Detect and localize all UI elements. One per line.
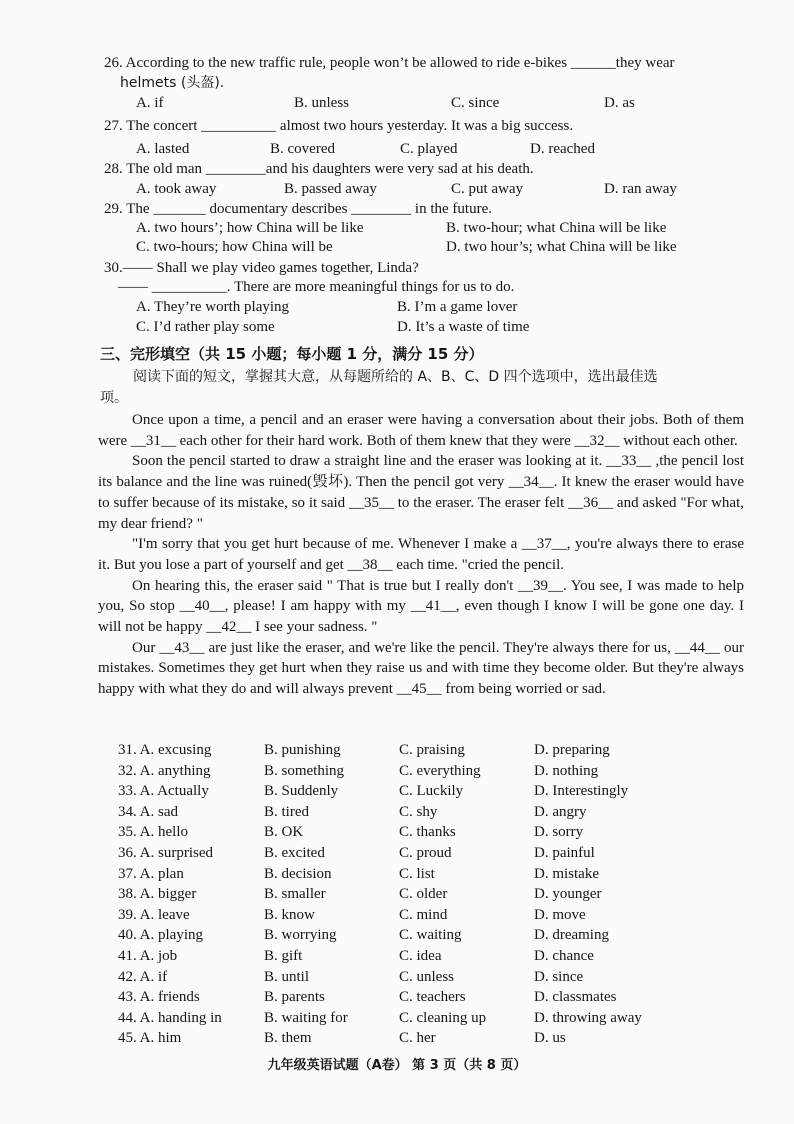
option-row-42-a: 42. A. if	[118, 968, 168, 985]
option-row-33-a: 33. A. Actually	[118, 783, 209, 800]
option-row-42-b: B. until	[264, 968, 310, 985]
option-row-39-c: C. mind	[399, 906, 448, 923]
passage-paragraph-2: Soon the pencil started to draw a straight line and the eraser was looking at it. __33__ ,the pencil lost its balance and the line was ruined(毁坏). Then the pencil got very __34__. It knew the eraser would have to suffer because of its mistake, so it said __35__ to the eraser. The eraser felt __36__ and asked "For what, my dear friend? "	[98, 453, 744, 532]
passage-paragraph-4: On hearing this, the eraser said " That is true but I really don't __39__. You see, I was made to help you, So stop __40__, please! I am happy with my __41__, even though I know I will be gone one day. I will not be happy __42__ I see your sadness. "	[98, 577, 744, 636]
option-row-43-c: C. teachers	[399, 989, 466, 1006]
option-row-41-d: D. chance	[534, 948, 594, 964]
option-row-45-b: B. them	[264, 1030, 312, 1047]
option-row-39-a: 39. A. leave	[118, 906, 190, 923]
option-row-40-d: D. dreaming	[534, 927, 609, 944]
option-row-37-c: C. list	[399, 865, 435, 882]
q29-stem: 29. The _______ documentary describes ________ in the future.	[104, 201, 492, 217]
option-row-42-c: C. unless	[399, 968, 455, 985]
passage-paragraph-1: Once upon a time, a pencil and an eraser were having a conversation about their jobs. Both of them were __31__ each other for their hard work. Both of them knew that they were __32__ without each other.	[98, 412, 744, 449]
option-row-34-d: D. angry	[534, 803, 587, 820]
option-row-37-a: 37. A. plan	[118, 865, 184, 882]
option-row-43-a: 43. A. friends	[118, 989, 200, 1006]
q28-option-a: A. took away	[136, 181, 217, 197]
q27-option-c: C. played	[400, 141, 458, 157]
option-row-31-c: C. praising	[399, 742, 465, 758]
option-row-45-d: D. us	[534, 1030, 566, 1047]
option-row-38-b: B. smaller	[264, 886, 326, 903]
q27-option-d: D. reached	[530, 141, 595, 157]
option-row-33-c: C. Luckily	[399, 783, 464, 800]
option-row-38-c: C. older	[399, 886, 448, 903]
option-row-44-a: 44. A. handing in	[118, 1009, 222, 1026]
option-row-45-c: C. her	[399, 1030, 436, 1047]
section-instruction: 阅读下面的短文，掌握其大意，从每题所给的 A、B、C、D 四个选项中，选出最佳选	[133, 369, 658, 385]
option-row-44-d: D. throwing away	[534, 1009, 642, 1026]
section-heading: 三、完形填空（共 15 小题；每小题 1 分，满分 15 分）	[100, 345, 484, 363]
q30-reply: —— __________. There are more meaningful things for us to do.	[118, 279, 515, 295]
q28-stem: 28. The old man ________and his daughters were very sad at his death.	[104, 161, 534, 177]
option-row-36-b: B. excited	[264, 845, 325, 861]
option-row-36-a: 36. A. surprised	[118, 845, 213, 861]
q27-option-a: A. lasted	[136, 141, 190, 157]
cloze-passage	[98, 410, 744, 700]
q26-option-c: C. since	[451, 95, 500, 111]
option-row-31-b: B. punishing	[264, 742, 341, 758]
q29-option-a: A. two hours’; how China will be like	[136, 220, 364, 236]
option-row-33-d: D. Interestingly	[534, 783, 629, 800]
passage-paragraph-5: Our __43__ are just like the eraser, and we're like the pencil. They're always there for us, __44__ our mistakes. Sometimes they get hurt when they raise us and with time they become older. But they're always happy with what they do and will always prevent __45__ from being worried or sad.	[98, 639, 744, 698]
q30-option-d: D. It’s a waste of time	[397, 319, 530, 335]
q28-option-b: B. passed away	[284, 181, 377, 197]
option-row-32-a: 32. A. anything	[118, 762, 211, 779]
option-row-37-b: B. decision	[264, 865, 332, 882]
option-row-35-b: B. OK	[264, 824, 304, 841]
option-row-38-d: D. younger	[534, 886, 602, 903]
option-row-31-a: 31. A. excusing	[118, 742, 212, 758]
q30-option-c: C. I’d rather play some	[136, 319, 275, 335]
option-row-31-d: D. preparing	[534, 742, 610, 758]
option-row-34-c: C. shy	[399, 803, 438, 820]
option-row-41-a: 41. A. job	[118, 948, 178, 964]
q26-option-d: D. as	[604, 95, 635, 111]
q29-option-b: B. two-hour; what China will be like	[446, 220, 667, 236]
q27-option-b: B. covered	[270, 141, 335, 157]
option-row-32-c: C. everything	[399, 762, 481, 779]
option-row-40-a: 40. A. playing	[118, 927, 203, 944]
option-row-41-c: C. idea	[399, 948, 442, 964]
option-row-40-c: C. waiting	[399, 927, 462, 944]
q27-stem: 27. The concert __________ almost two hours yesterday. It was a big success.	[104, 118, 574, 134]
q28-option-d: D. ran away	[604, 181, 677, 197]
option-row-33-b: B. Suddenly	[264, 783, 339, 800]
option-row-38-a: 38. A. bigger	[118, 886, 197, 903]
option-row-35-d: D. sorry	[534, 824, 584, 841]
option-row-37-d: D. mistake	[534, 865, 599, 882]
option-row-44-c: C. cleaning up	[399, 1009, 487, 1026]
option-row-42-d: D. since	[534, 968, 584, 985]
q30-option-b: B. I’m a game lover	[397, 299, 518, 315]
q29-option-d: D. two hour’s; what China will be like	[446, 239, 677, 255]
q30-stem: 30.—— Shall we play video games together, Linda?	[104, 260, 419, 276]
option-row-35-c: C. thanks	[399, 824, 456, 841]
option-row-32-d: D. nothing	[534, 762, 599, 779]
option-row-36-d: D. painful	[534, 845, 595, 861]
option-row-41-b: B. gift	[264, 948, 303, 964]
q28-option-c: C. put away	[451, 181, 524, 197]
q26-option-b: B. unless	[294, 95, 350, 111]
page-footer: 九年级英语试题（A卷） 第 3 页（共 8 页）	[267, 1058, 527, 1073]
q26-stem: 26. According to the new traffic rule, people won’t be allowed to ride e-bikes ______they wear	[104, 55, 675, 71]
q29-option-c: C. two-hours; how China will be	[136, 239, 333, 255]
option-row-32-b: B. something	[264, 762, 345, 779]
option-row-34-b: B. tired	[264, 803, 309, 820]
q26-option-a: A. if	[136, 95, 164, 111]
option-row-44-b: B. waiting for	[264, 1009, 348, 1026]
q30-option-a: A. They’re worth playing	[136, 299, 290, 315]
option-row-36-c: C. proud	[399, 845, 452, 861]
option-row-39-b: B. know	[264, 906, 315, 923]
option-row-35-a: 35. A. hello	[118, 824, 188, 841]
q26-stem-cont: helmets (头盔).	[120, 75, 225, 91]
option-row-45-a: 45. A. him	[118, 1030, 182, 1047]
passage-paragraph-3: "I'm sorry that you get hurt because of me. Whenever I make a __37__, you're always there to erase it. But you lose a part of yourself and get __38__ each time. "cried the pencil.	[98, 536, 744, 573]
option-row-40-b: B. worrying	[264, 927, 337, 944]
option-row-43-b: B. parents	[264, 989, 325, 1006]
option-row-34-a: 34. A. sad	[118, 803, 178, 820]
option-row-39-d: D. move	[534, 906, 586, 923]
option-row-43-d: D. classmates	[534, 989, 617, 1006]
section-instruction-cont: 项。	[100, 390, 128, 406]
